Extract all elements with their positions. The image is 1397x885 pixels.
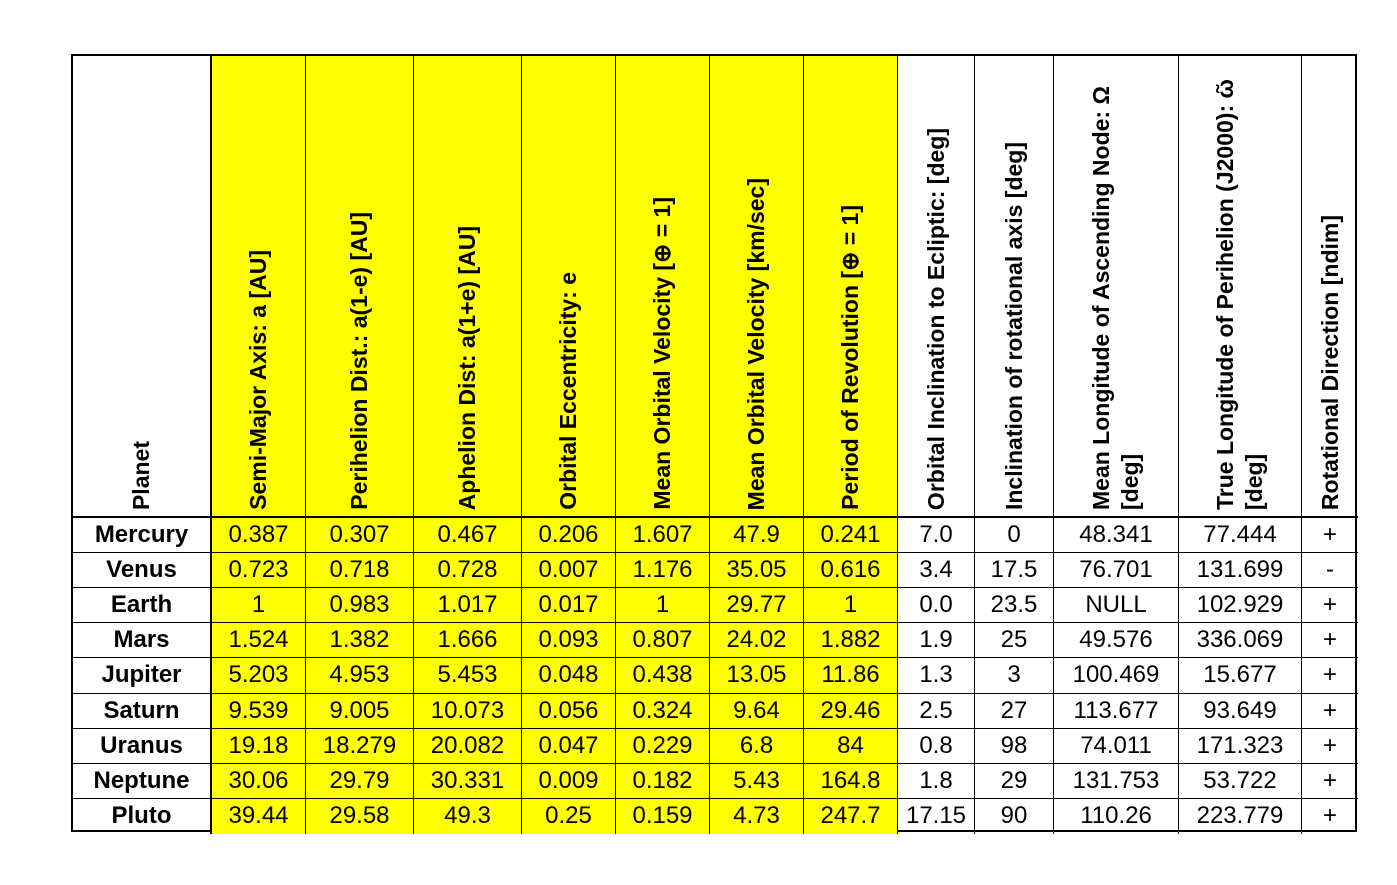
table-cell: 3.4 — [898, 553, 975, 588]
table-cell: 93.649 — [1179, 694, 1302, 729]
planet-name-cell: Venus — [73, 553, 212, 588]
table-cell: 27 — [975, 694, 1054, 729]
table-cell: 90 — [975, 799, 1054, 834]
table-cell: 1.3 — [898, 658, 975, 693]
table-cell: + — [1302, 588, 1358, 623]
table-cell: 74.011 — [1054, 729, 1179, 764]
table-cell: 1.9 — [898, 623, 975, 658]
column-header-label: Mean Orbital Velocity [km/sec] — [743, 177, 770, 510]
table-cell: 49.3 — [414, 799, 522, 834]
table-cell: 1.882 — [804, 623, 898, 658]
table-cell: 0.728 — [414, 553, 522, 588]
column-header-label: Mean Orbital Velocity [⊕ = 1] — [649, 197, 676, 510]
table-cell: 0.182 — [616, 764, 710, 799]
table-cell: 20.082 — [414, 729, 522, 764]
table-cell: 110.26 — [1054, 799, 1179, 834]
table-cell: 23.5 — [975, 588, 1054, 623]
column-header — [212, 56, 306, 518]
table-cell: 0.387 — [212, 518, 306, 553]
column-header — [414, 56, 522, 518]
column-header-label: Perihelion Dist.: a(1-e) [AU] — [346, 212, 373, 510]
column-header — [306, 56, 414, 518]
table-cell: 7.0 — [898, 518, 975, 553]
column-header — [804, 56, 898, 518]
table-cell: 131.753 — [1054, 764, 1179, 799]
table-cell: 0.047 — [522, 729, 616, 764]
table-cell: 1 — [212, 588, 306, 623]
table-cell: 76.701 — [1054, 553, 1179, 588]
table-cell: 29 — [975, 764, 1054, 799]
table-cell: 25 — [975, 623, 1054, 658]
table-cell: 4.953 — [306, 658, 414, 693]
table-cell: 0.616 — [804, 553, 898, 588]
column-header — [710, 56, 804, 518]
table-cell: 0.229 — [616, 729, 710, 764]
table-cell: 1.017 — [414, 588, 522, 623]
planet-orbital-data-table — [71, 54, 1357, 832]
table-cell: + — [1302, 729, 1358, 764]
table-cell: 1 — [804, 588, 898, 623]
column-header-label: Orbital Eccentricity: e — [555, 272, 582, 510]
table-cell: 0.048 — [522, 658, 616, 693]
table-cell: 171.323 — [1179, 729, 1302, 764]
table-cell: 164.8 — [804, 764, 898, 799]
table-cell: 15.677 — [1179, 658, 1302, 693]
table-cell: 0.324 — [616, 694, 710, 729]
table-cell: + — [1322, 802, 1337, 830]
table-cell: 98 — [975, 729, 1054, 764]
column-header-label: Semi-Major Axis: a [AU] — [245, 250, 272, 510]
table-cell: 11.86 — [804, 658, 898, 693]
column-header — [898, 56, 975, 518]
table-cell: 29.79 — [306, 764, 414, 799]
table-cell: 9.539 — [212, 694, 306, 729]
table-cell: 77.444 — [1179, 518, 1302, 553]
table-cell: 223.779 — [1179, 799, 1302, 834]
table-cell: 29.77 — [710, 588, 804, 623]
table-cell: 47.9 — [710, 518, 804, 553]
table-cell: 0.206 — [522, 518, 616, 553]
table-cell: 1 — [616, 588, 710, 623]
table-cell: 0.807 — [616, 623, 710, 658]
table-cell: 102.929 — [1179, 588, 1302, 623]
table-cell: + — [1302, 518, 1358, 553]
column-header-label: Planet — [128, 440, 155, 510]
planet-name-cell: Neptune — [73, 764, 212, 799]
column-header — [1302, 56, 1358, 518]
table-cell: 84 — [804, 729, 898, 764]
table-cell: 9.64 — [710, 694, 804, 729]
column-header — [1179, 56, 1302, 518]
table-cell: 5.203 — [212, 658, 306, 693]
table-cell: 0.723 — [212, 553, 306, 588]
table-cell: 5.43 — [710, 764, 804, 799]
table-cell: 0.093 — [522, 623, 616, 658]
table-cell: 29.46 — [804, 694, 898, 729]
planet-name-cell: Earth — [73, 588, 212, 623]
table-cell: 1.176 — [616, 553, 710, 588]
column-header — [522, 56, 616, 518]
table-cell: 53.722 — [1179, 764, 1302, 799]
table-cell: 0.983 — [306, 588, 414, 623]
column-header — [1054, 56, 1179, 518]
planet-name-cell: Pluto — [73, 799, 212, 834]
column-header — [616, 56, 710, 518]
table-cell: 0.159 — [616, 799, 710, 834]
planet-name-cell: Saturn — [73, 694, 212, 729]
table-cell: 13.05 — [710, 658, 804, 693]
table-cell: 0.0 — [898, 588, 975, 623]
table-cell: 0.241 — [804, 518, 898, 553]
planet-name-cell: Mars — [73, 623, 212, 658]
table-cell: 30.06 — [212, 764, 306, 799]
table-cell: 49.576 — [1054, 623, 1179, 658]
table-cell: 1.382 — [306, 623, 414, 658]
column-header-planet — [73, 56, 212, 518]
planet-name-cell: Uranus — [73, 729, 212, 764]
table-cell: 6.8 — [710, 729, 804, 764]
table-cell: 30.331 — [414, 764, 522, 799]
table-cell: + — [1302, 694, 1358, 729]
table-cell: 24.02 — [710, 623, 804, 658]
table-cell: 0.056 — [522, 694, 616, 729]
table-cell: 39.44 — [212, 799, 306, 834]
table-cell: 0.438 — [616, 658, 710, 693]
table-cell: 0.467 — [414, 518, 522, 553]
column-header-label: Rotational Direction [ndim] — [1316, 214, 1343, 510]
table-cell: 3 — [975, 658, 1054, 693]
table-cell: 17.15 — [898, 799, 975, 834]
table-cell: 0.017 — [522, 588, 616, 623]
table-cell: 29.58 — [306, 799, 414, 834]
table-cell: 0.009 — [522, 764, 616, 799]
table-cell: + — [1302, 623, 1358, 658]
column-header-label: Period of Revolution [⊕ = 1] — [837, 205, 864, 510]
table-cell: - — [1302, 553, 1358, 588]
column-header-label: Mean Longitude of Ascending Node: Ω [deg] — [1088, 86, 1143, 510]
table-cell: 9.005 — [306, 694, 414, 729]
table-cell: 19.18 — [212, 729, 306, 764]
planet-name-cell: Mercury — [73, 518, 212, 553]
table-cell: 2.5 — [898, 694, 975, 729]
table-cell: 336.069 — [1179, 623, 1302, 658]
table-cell: 0 — [975, 518, 1054, 553]
table-cell: 100.469 — [1054, 658, 1179, 693]
table-cell: 0.25 — [522, 799, 616, 834]
table-cell: 1.524 — [212, 623, 306, 658]
column-header — [975, 56, 1054, 518]
table-cell: 17.5 — [975, 553, 1054, 588]
table-cell: 113.677 — [1054, 694, 1179, 729]
table-cell: 131.699 — [1179, 553, 1302, 588]
table-cell: 48.341 — [1054, 518, 1179, 553]
column-header-label: True Longitude of Perihelion (J2000): ῶ [deg] — [1212, 79, 1267, 510]
column-header-label: Orbital Inclination to Ecliptic: [deg] — [922, 127, 949, 510]
table-cell: + — [1302, 764, 1358, 799]
column-header-label: Aphelion Dist: a(1+e) [AU] — [454, 225, 481, 510]
table-cell: 1.8 — [898, 764, 975, 799]
table-cell: 5.453 — [414, 658, 522, 693]
table-cell: 0.8 — [898, 729, 975, 764]
table-cell: 1.607 — [616, 518, 710, 553]
table-cell: + — [1302, 658, 1358, 693]
planet-name-cell: Jupiter — [73, 658, 212, 693]
table-cell: NULL — [1054, 588, 1179, 623]
table-cell: 0.307 — [306, 518, 414, 553]
table-cell: 247.7 — [804, 799, 898, 834]
table-cell: 0.007 — [522, 553, 616, 588]
table-cell: 18.279 — [306, 729, 414, 764]
table-cell: 10.073 — [414, 694, 522, 729]
table-cell: 35.05 — [710, 553, 804, 588]
table-cell: 4.73 — [710, 799, 804, 834]
table-cell: 1.666 — [414, 623, 522, 658]
table-cell: 0.718 — [306, 553, 414, 588]
column-header-label: Inclination of rotational axis [deg] — [1000, 141, 1027, 510]
